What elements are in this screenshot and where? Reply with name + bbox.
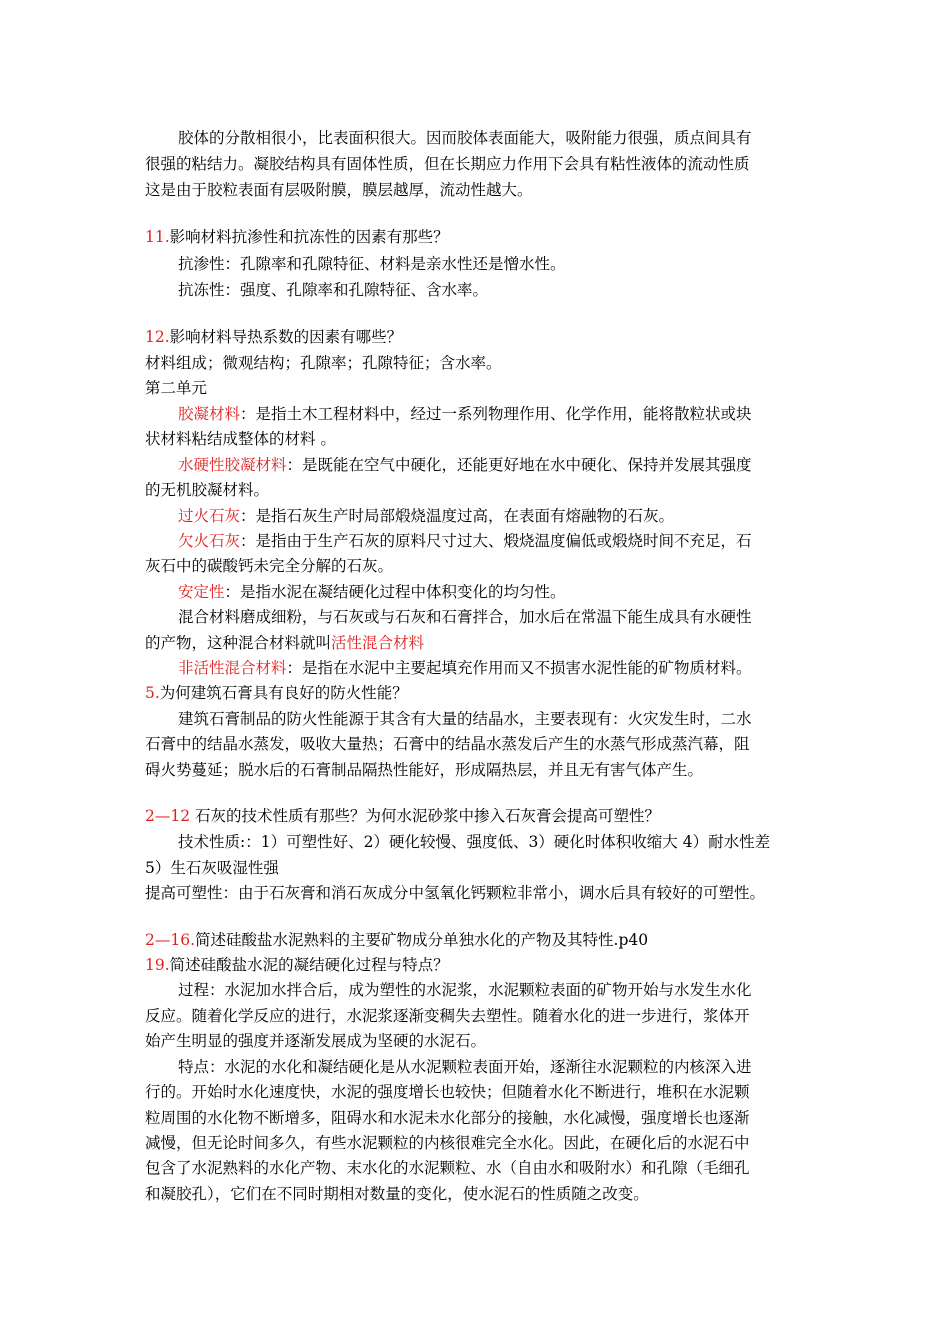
question-5-heading [145, 683, 408, 703]
answer-line: 材料组成；微观结构；孔隙率；孔隙特征；含水率。 [145, 354, 502, 372]
definition-term: 胶凝材料 [178, 405, 241, 423]
definition-text: ：是指石灰生产时局部煅烧温度过高，在表面有熔融物的石灰。 [240, 507, 675, 525]
answer-line: 碍火势蔓延；脱水后的石膏制品隔热性能好，形成隔热层，并且无有害气体产生。 [145, 761, 704, 779]
question-number: 19. [145, 956, 170, 974]
definition-line: 的无机胶凝材料。 [145, 481, 270, 499]
definition-text: 的产物，这种混合材料就叫 [145, 634, 332, 652]
definition-text: ：是指水泥在凝结硬化过程中体积变化的均匀性。 [224, 583, 566, 601]
definition-term: 欠火石灰 [178, 532, 241, 550]
question-title: 影响材料抗渗性和抗冻性的因素有那些？ [169, 228, 449, 246]
definition-line [178, 455, 752, 475]
definition-line [178, 658, 752, 678]
question-title: 简述硅酸盐水泥的凝结硬化过程与特点？ [169, 956, 449, 974]
question-number: 11. [145, 228, 170, 246]
definition-line [178, 404, 752, 424]
definition-term: 过火石灰 [178, 507, 241, 525]
answer-line: 粒周围的水化物不断增多，阻碍水和水泥未水化部分的接触，水化减慢，强度增长也逐渐 [145, 1109, 750, 1127]
definition-text: ：是指由于生产石灰的原料尺寸过大、煅烧温度偏低或煅烧时间不充足，石 [240, 532, 752, 550]
question-number: 5. [145, 684, 160, 702]
definition-term: 安定性 [178, 583, 225, 601]
answer-line: 特点：水泥的水化和凝结硬化是从水泥颗粒表面开始，逐渐往水泥颗粒的内核深入进 [178, 1058, 752, 1076]
definition-term: 活性混合材料 [331, 634, 425, 652]
question-title: 石灰的技术性质有那些？为何水泥砂浆中掺入石灰膏会提高可塑性？ [190, 807, 661, 825]
answer-line: 始产生明显的强度并逐渐发展成为坚硬的水泥石。 [145, 1032, 487, 1050]
answer-line: 抗渗性：孔隙率和孔隙特征、材料是亲水性还是憎水性。 [178, 255, 566, 273]
definition-term: 非活性混合材料 [178, 659, 287, 677]
question-title: 简述硅酸盐水泥熟料的主要矿物成分单独水化的产物及其特性.p40 [195, 931, 649, 949]
paragraph-line: 这是由于胶粒表面有层吸附膜，膜层越厚，流动性越大。 [145, 181, 533, 199]
answer-line: 提高可塑性：由于石灰膏和消石灰成分中氢氧化钙颗粒非常小，调水后具有较好的可塑性。 [145, 884, 766, 902]
definition-line: 状材料粘结成整体的材料 。 [145, 430, 336, 448]
question-12-heading [145, 327, 402, 347]
question-title: 为何建筑石膏具有良好的防火性能？ [159, 684, 408, 702]
answer-line: 行的。开始时水化速度快，水泥的强度增长也较快；但随着水化不断进行，堆积在水泥颗 [145, 1083, 750, 1101]
paragraph-line: 很强的粘结力。凝胶结构具有固体性质，但在长期应力作用下会具有粘性液体的流动性质 [145, 155, 750, 173]
definition-line [145, 633, 424, 653]
question-number: 2—16. [145, 931, 196, 949]
question-19-heading [145, 955, 449, 975]
answer-line: 减慢，但无论时间多久，有些水泥颗粒的内核很难完全水化。因此，在硬化后的水泥石中 [145, 1134, 750, 1152]
question-number: 12. [145, 328, 170, 346]
answer-line: 抗冻性：强度、孔隙率和孔隙特征、含水率。 [178, 281, 489, 299]
definition-line: 灰石中的碳酸钙未完全分解的石灰。 [145, 557, 394, 575]
answer-line: 过程：水泥加水拌合后，成为塑性的水泥浆，水泥颗粒表面的矿物开始与水发生水化 [178, 981, 752, 999]
answer-line: 和凝胶孔），它们在不同时期相对数量的变化，使水泥石的性质随之改变。 [145, 1185, 649, 1203]
answer-line: 石膏中的结晶水蒸发，吸收大量热；石膏中的结晶水蒸发后产生的水蒸气形成蒸汽幕，阻 [145, 735, 750, 753]
question-number: 2—12 [145, 807, 191, 825]
definition-line [178, 582, 566, 602]
answer-line: 建筑石膏制品的防火性能源于其含有大量的结晶水，主要表现有：火灾发生时，二水 [178, 710, 752, 728]
definition-text: ：是指土木工程材料中，经过一系列物理作用、化学作用，能将散粒状或块 [240, 405, 752, 423]
answer-line: 技术性质:：1）可塑性好、2）硬化较慢、强度低、3）硬化时体积收缩大 4）耐水性差 [178, 833, 771, 851]
section-heading: 第二单元 [145, 379, 208, 397]
answer-line: 包含了水泥熟料的水化产物、末水化的水泥颗粒、水（自由水和吸附水）和孔隙（毛细孔 [145, 1159, 750, 1177]
definition-line [178, 531, 752, 551]
definition-term: 水硬性胶凝材料 [178, 456, 287, 474]
answer-line: 反应。随着化学反应的进行，水泥浆逐渐变稠失去塑性。随着水化的进一步进行，浆体开 [145, 1007, 750, 1025]
question-11-heading [145, 227, 449, 247]
definition-text: ：是既能在空气中硬化，还能更好地在水中硬化、保持并发展其强度 [286, 456, 752, 474]
question-title: 影响材料导热系数的因素有哪些？ [169, 328, 403, 346]
question-2-12-heading [145, 806, 660, 826]
definition-line: 混合材料磨成细粉，与石灰或与石灰和石膏拌合，加水后在常温下能生成具有水硬性 [178, 608, 752, 626]
question-2-16-heading [145, 930, 648, 950]
definition-line [178, 506, 674, 526]
answer-line: 5）生石灰吸湿性强 [145, 859, 279, 877]
definition-text: ：是指在水泥中主要起填充作用而又不损害水泥性能的矿物质材料。 [286, 659, 752, 677]
paragraph-line: 胶体的分散相很小，比表面积很大。因而胶体表面能大，吸附能力很强，质点间具有 [178, 129, 752, 147]
